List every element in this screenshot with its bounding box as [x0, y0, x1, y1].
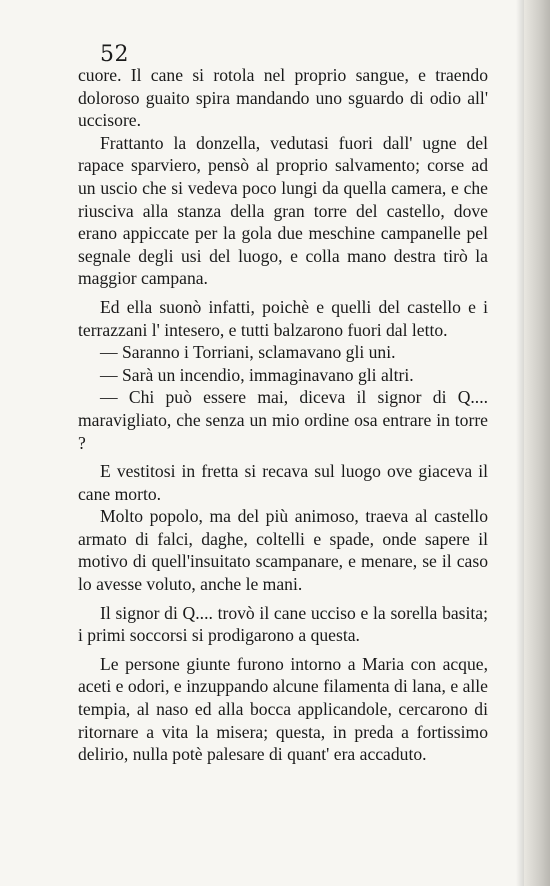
- dialogue-line-2: — Sarà un incendio, immaginavano gli altri.: [100, 364, 414, 385]
- dialogue-line-3: — Chi può essere mai, diceva il signor di Q.... maravigliato, che senza un mio ordine osa entrare in torre ?: [78, 387, 488, 453]
- paragraph-2: Frattanto la donzella, vedutasi fuori dall' ugne del rapace sparviero, pensò al proprio salvamento; corse ad un uscio che si vedeva poco lungi da quella camera, e che riusciva alla stanza della gran torre del castello, dove erano appiccate per la gola due meschine campanelle pel segnale degli usi del luogo, e colla mano destra tirò la maggior campana.: [78, 132, 488, 289]
- dialogue-line-1: — Saranno i Torriani, sclamavano gli uni.: [100, 342, 396, 363]
- page-edge: [524, 0, 550, 886]
- page-number: 52: [100, 42, 129, 67]
- paragraph-3: Ed ella suonò infatti, poichè e quelli del castello e i terrazzani l' intesero, e tutti balzarono fuori dal letto.: [78, 296, 488, 340]
- page-body-text: [78, 64, 488, 766]
- page-gutter-shadow: [516, 0, 524, 886]
- paragraph-5: Molto popolo, ma del più animoso, traeva al castello armato di falci, daghe, coltelli e spade, onde sapere il motivo di quell'insuitato scampanare, e menare, se il caso lo avesse voluto, anche le mani.: [78, 506, 488, 595]
- paragraph-4: E vestitosi in fretta si recava sul luogo ove giaceva il cane morto.: [78, 461, 488, 504]
- paragraph-6: Il signor di Q.... trovò il cane ucciso e la sorella basita; i primi soccorsi si prodigarono a questa.: [78, 602, 488, 646]
- paragraph-7: Le persone giunte furono intorno a Maria con acque, aceti e odori, e inzuppando alcune filamenta di lana, e alle tempia, al naso ed alla bocca applicandole, cercarono di ritornare a vita la misera; questa, in preda a fortissimo delirio, nulla potè palesare di quant' era accaduto.: [78, 653, 488, 765]
- paragraph-1: cuore. Il cane si rotola nel proprio sangue, e traendo doloroso guaito spira mandando uno sguardo di odio all' uccisore.: [78, 65, 488, 131]
